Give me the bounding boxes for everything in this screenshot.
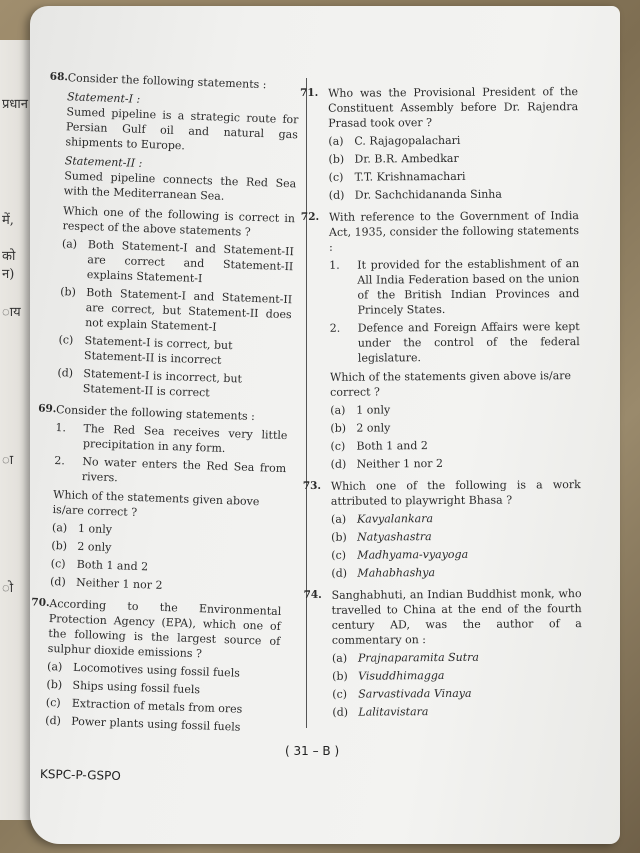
- option: [303, 546, 581, 563]
- option-text: Lalitavistara: [358, 705, 429, 719]
- option-label: (d): [331, 566, 348, 580]
- question-number: 72.: [300, 210, 320, 223]
- statement-text: It provided for the establishment of an All India Federation based on the union of the British Indian Provinces and Princely States.: [357, 257, 580, 317]
- question-74: [304, 586, 583, 720]
- statement-text: Sumed pipeline is a strategic route for Persian Gulf oil and natural gas shipments to Europe.: [65, 105, 299, 153]
- option-text: Dr. Sachchidananda Sinha: [354, 187, 502, 202]
- numbered-statement: [301, 256, 579, 318]
- option-label: (a): [51, 521, 68, 535]
- option-text: Kavyalankara: [356, 512, 434, 526]
- option: [300, 150, 578, 167]
- option: [59, 284, 292, 337]
- question-72: [301, 208, 581, 472]
- question-number: 70.: [31, 596, 50, 609]
- option-text: Statement-I is incorrect, but Statement-II is correct: [82, 367, 243, 400]
- option-text: Visuddhimagga: [358, 669, 445, 683]
- option-text: Madhyama-vyayoga: [357, 547, 469, 562]
- option-label: (d): [49, 574, 66, 589]
- option: [300, 132, 578, 149]
- question-text: Sanghabhuti, an Indian Buddhist monk, who travelled to China at the end of the fourth century AD, was the author of a commentary on :: [331, 587, 582, 647]
- option: [304, 667, 582, 684]
- margin-fragment: प्रधान: [2, 97, 28, 112]
- statement-label: Statement-II :: [64, 154, 143, 170]
- option-label: (c): [58, 333, 74, 347]
- statement-number: 2.: [54, 454, 66, 468]
- margin-fragment: को: [2, 249, 16, 264]
- option-label: (d): [45, 713, 62, 728]
- question-number: 69.: [37, 402, 57, 416]
- option-label: (b): [60, 285, 77, 299]
- statement-text: No water enters the Red Sea from rivers.: [81, 455, 287, 485]
- option-label: (b): [331, 530, 347, 544]
- option-label: (d): [328, 188, 345, 202]
- question-prompt: Which one of the following is correct in respect of the above statements ?: [62, 204, 296, 239]
- statement-label: Statement-I :: [66, 90, 141, 106]
- option-text: T.T. Krishnamachari: [354, 169, 466, 184]
- statement-number: 1.: [329, 258, 340, 272]
- option-text: Ships using fossil fuels: [72, 678, 201, 697]
- option: [304, 703, 582, 720]
- statement-text: Sumed pipeline connects the Red Sea with the Mediterranean Sea.: [63, 169, 297, 203]
- question-number: 74.: [303, 588, 322, 601]
- option: [304, 685, 582, 702]
- option: [303, 455, 581, 472]
- question-71: [300, 84, 579, 203]
- option: [301, 186, 579, 203]
- option-label: (a): [46, 659, 63, 674]
- numbered-statement: [302, 319, 580, 366]
- option: [303, 564, 581, 581]
- option-label: (c): [45, 695, 61, 710]
- question-text: With reference to the Government of India Act, 1935, consider the following statements :: [328, 209, 580, 254]
- option-label: (a): [330, 403, 346, 417]
- question-69: [37, 402, 288, 597]
- option: [302, 437, 580, 454]
- option-text: 2 only: [356, 421, 391, 435]
- statement-number: 1.: [55, 421, 67, 435]
- statement-text: The Red Sea receives very little precipitation in any form.: [82, 422, 288, 455]
- option-text: 1 only: [77, 521, 113, 537]
- option-text: Neither 1 nor 2: [75, 575, 163, 592]
- option-label: (b): [51, 538, 68, 553]
- footer-code: KSPC-P-GSPO: [39, 766, 121, 784]
- question-70: [31, 596, 282, 736]
- option-text: Extraction of metals from ores: [71, 696, 243, 716]
- option-label: (c): [328, 170, 344, 184]
- option-label: (a): [330, 512, 347, 526]
- option-text: Both Statement-I and Statement-II are correct and Statement-II explains Statement-I: [86, 238, 295, 286]
- option-text: Both Statement-I and Statement-II are correct, but Statement-II does not explain Statement-I: [84, 286, 293, 334]
- question-text: According to the Environmental Protection Agency (EPA), which one of the following is the largest source of sulphur dioxide emissions ?: [47, 596, 282, 661]
- option-label: (b): [46, 677, 63, 692]
- option: [302, 419, 580, 436]
- option-text: Power plants using fossil fuels: [71, 714, 241, 734]
- margin-fragment: ा: [2, 453, 14, 468]
- option: [57, 365, 290, 403]
- option-text: Locomotives using fossil fuels: [72, 660, 241, 680]
- margin-fragment: में,: [2, 213, 14, 228]
- option: [303, 528, 581, 545]
- option-label: (d): [330, 457, 347, 471]
- option-text: 2 only: [77, 539, 112, 555]
- margin-fragment: ाय: [2, 305, 21, 320]
- option-text: Both 1 and 2: [356, 439, 428, 453]
- option-label: (a): [328, 134, 344, 148]
- question-number: 71.: [300, 86, 319, 99]
- option-label: (b): [328, 152, 345, 166]
- option: [61, 236, 294, 289]
- option-text: Sarvastivada Vinaya: [358, 686, 472, 701]
- option-text: Statement-I is correct, but Statement-II is incorrect: [83, 334, 233, 367]
- question-text: Consider the following statements :: [55, 403, 256, 424]
- question-prompt: Which of the statements given above is/are correct ?: [52, 488, 260, 519]
- option-label: (b): [332, 669, 348, 683]
- question-number: 68.: [49, 70, 69, 84]
- numbered-statement: [55, 420, 288, 458]
- option-text: Dr. B.R. Ambedkar: [354, 151, 459, 166]
- statement-number: 2.: [329, 321, 341, 335]
- question-73: [303, 477, 582, 581]
- question-text: Who was the Provisional President of the Constituent Assembly before Dr. Rajendra Prasad took over ?: [328, 85, 579, 130]
- option: [303, 510, 581, 527]
- option-label: (a): [331, 651, 348, 665]
- option-label: (c): [332, 687, 348, 701]
- option-text: Natyashastra: [357, 530, 432, 544]
- statement-text: Defence and Foreign Affairs were kept under the control of the federal legislature.: [357, 320, 580, 365]
- option: [304, 649, 582, 666]
- right-column: [300, 84, 582, 727]
- margin-fragment: न): [2, 267, 15, 282]
- option-text: Both 1 and 2: [76, 557, 149, 574]
- option-text: 1 only: [356, 403, 391, 417]
- question-text: Which one of the following is a work attributed to playwright Bhasa ?: [330, 478, 581, 508]
- option: [302, 401, 580, 418]
- question-number: 73.: [302, 479, 322, 492]
- margin-fragment: ो: [2, 581, 14, 596]
- option-label: (c): [331, 548, 347, 562]
- option-label: (c): [50, 556, 66, 571]
- option-label: (b): [330, 421, 347, 435]
- question-prompt: Which of the statements given above is/are correct ?: [329, 369, 572, 399]
- question-text: Consider the following statements :: [67, 71, 267, 92]
- option-text: Neither 1 nor 2: [356, 457, 444, 471]
- option-label: (c): [330, 439, 346, 453]
- numbered-statement: [54, 453, 287, 491]
- option-label: (d): [57, 366, 74, 380]
- option-text: C. Rajagopalachari: [354, 133, 461, 148]
- option: [301, 168, 579, 185]
- left-column: [31, 70, 300, 743]
- question-68: [49, 70, 300, 403]
- option-label: (d): [332, 705, 349, 719]
- option-label: (a): [61, 237, 78, 251]
- option: [58, 332, 291, 370]
- option-text: Mahabhashya: [357, 566, 436, 580]
- option-text: Prajnaparamita Sutra: [357, 650, 480, 665]
- page-number: ( 31 – B ): [285, 744, 340, 758]
